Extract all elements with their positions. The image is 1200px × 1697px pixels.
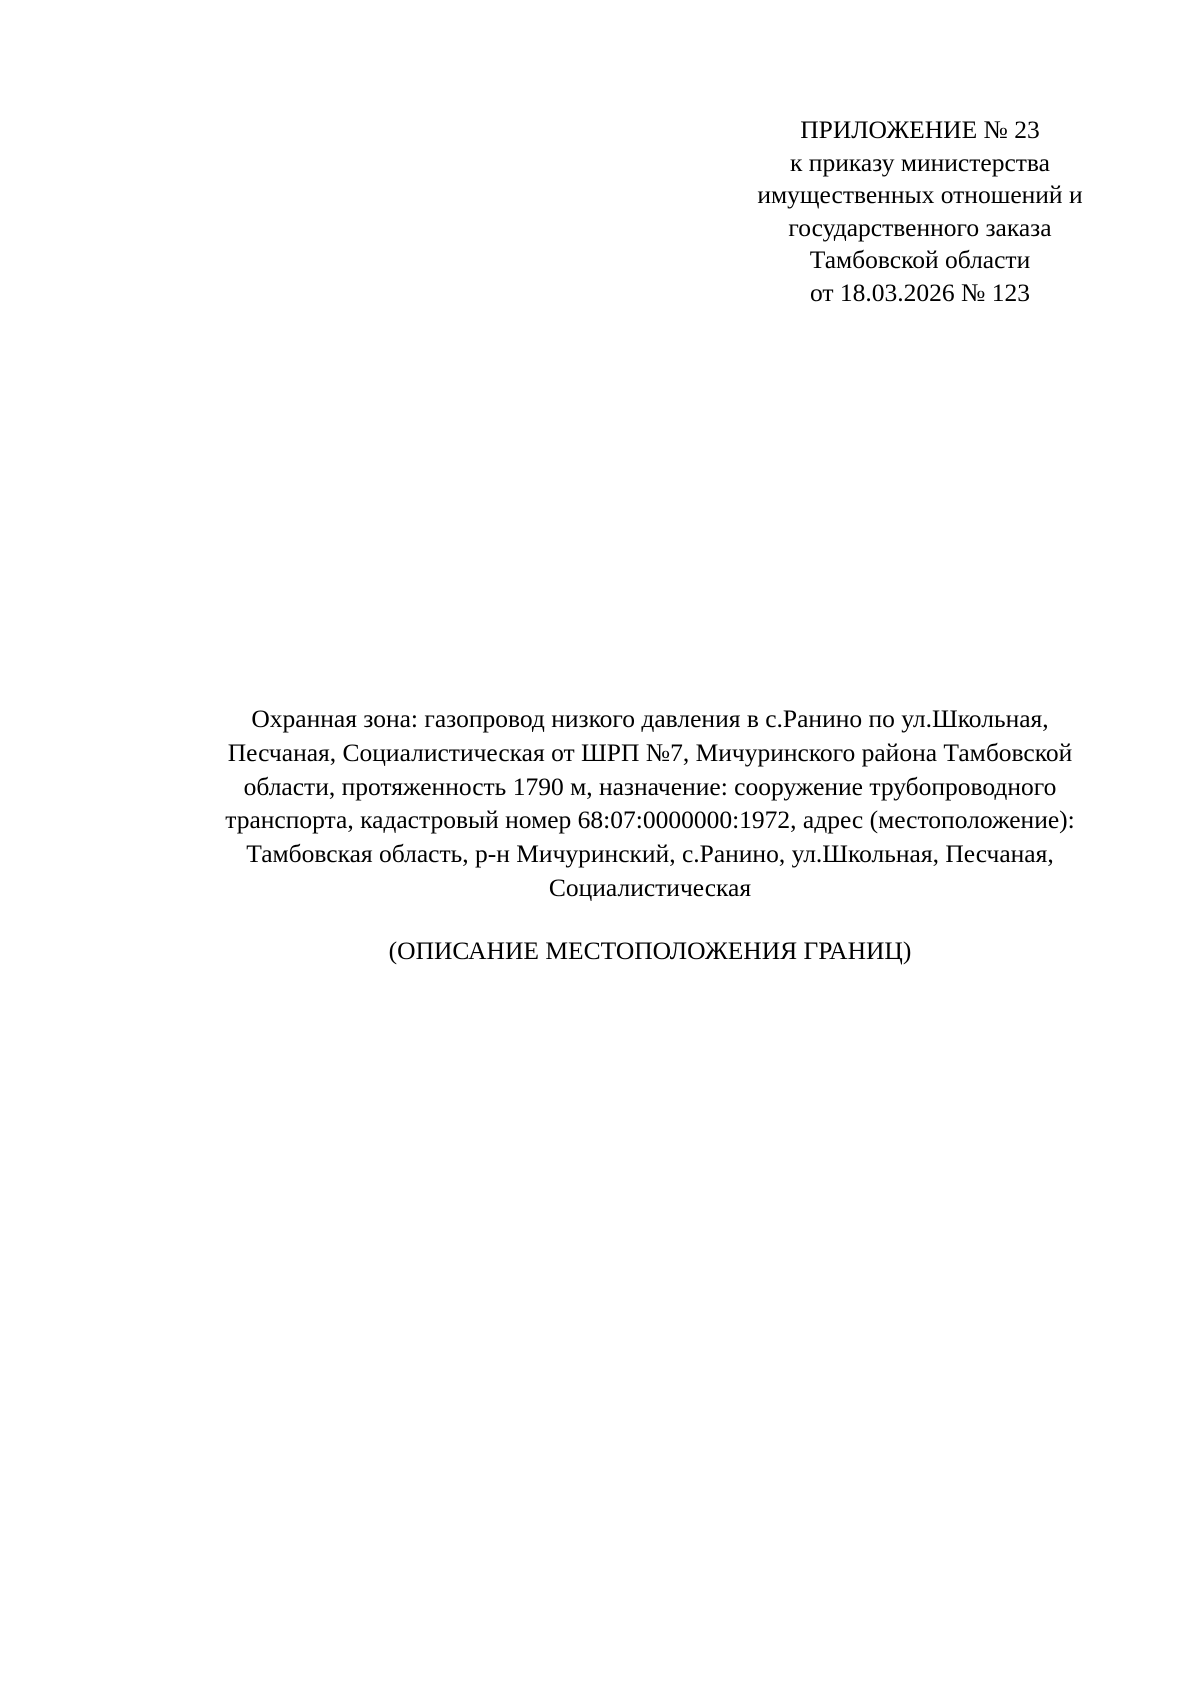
ministry-name-line-2: государственного заказа (788, 212, 1052, 242)
description-line: Тамбовская область, р-н Мичуринский, с.Ранино, ул.Школьная, Песчаная, (246, 839, 1054, 869)
appendix-header (720, 114, 1120, 309)
region-name-line: Тамбовской области (809, 245, 1031, 274)
description-line: Социалистическая (548, 872, 752, 902)
order-reference-line: к приказу министерства (790, 147, 1050, 177)
description-line: транспорта, кадастровый номер 68:07:0000000:1972, адрес (местоположение): (225, 805, 1075, 835)
description-line: Песчаная, Социалистическая от ШРП №7, Мичуринского района Тамбовской (227, 737, 1073, 767)
section-subtitle: (ОПИСАНИЕ МЕСТОПОЛОЖЕНИЯ ГРАНИЦ) (388, 936, 912, 965)
appendix-number: ПРИЛОЖЕНИЕ № 23 (800, 115, 1040, 144)
ministry-name-line-1: имущественных отношений и (757, 180, 1083, 209)
description-line: Охранная зона: газопровод низкого давления в с.Ранино по ул.Школьная, (251, 704, 1049, 733)
description-line: области, протяженность 1790 м, назначение: сооружение трубопроводного (243, 771, 1057, 801)
order-date-number: от 18.03.2026 № 123 (809, 277, 1030, 307)
protection-zone-description (150, 702, 1150, 905)
